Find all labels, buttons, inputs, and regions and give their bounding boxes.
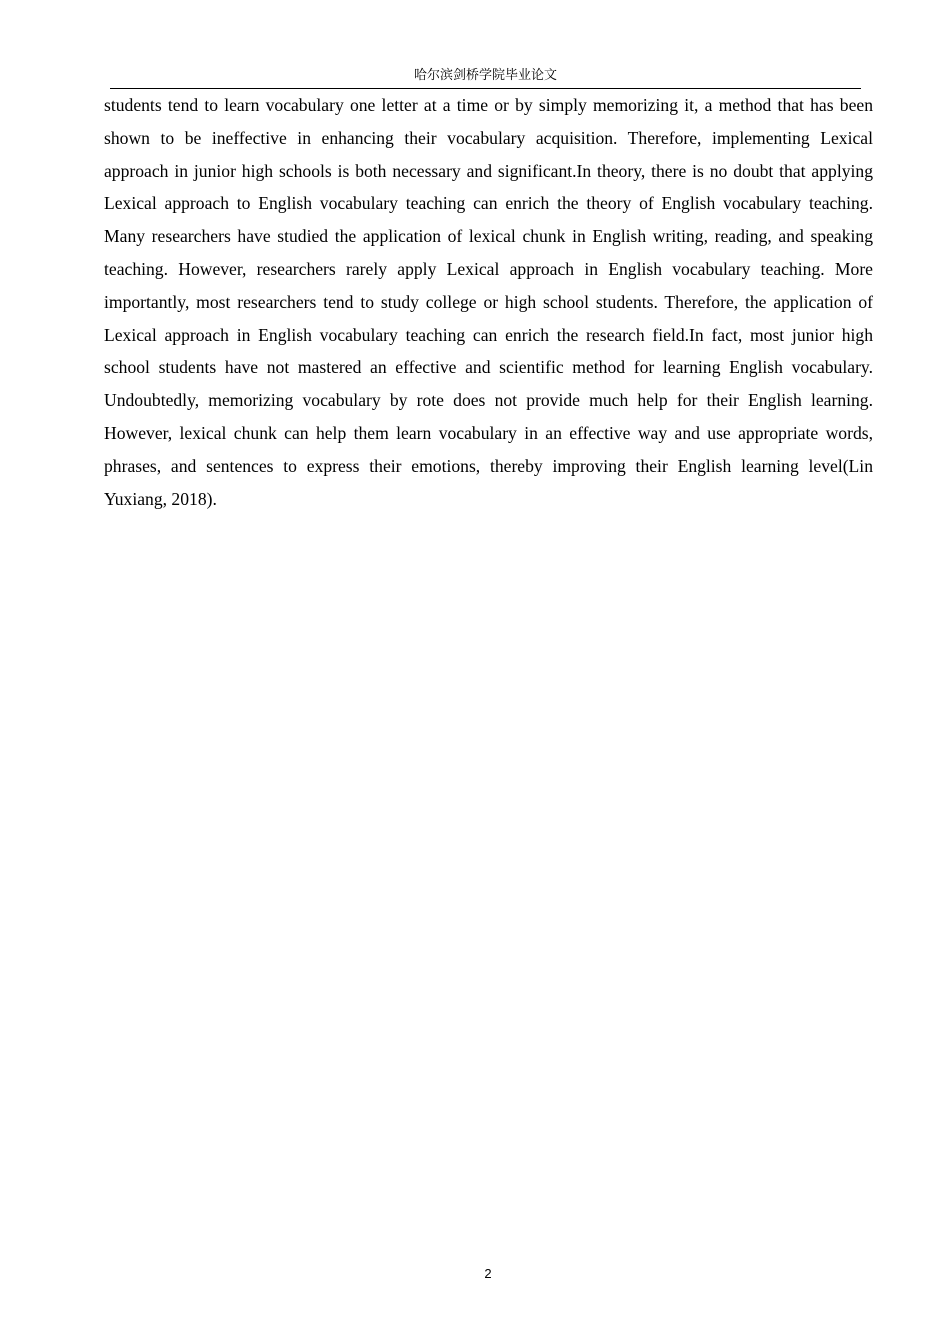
page-header [110,66,861,89]
header-title: 哈尔滨剑桥学院毕业论文 [413,68,557,83]
body-paragraph: students tend to learn vocabulary one letter at a time or by simply memorizing it, a method that has been shown to be ineffective in enhancing their vocabulary acquisition. Therefore, implementing Lexical approach in junior high schools is both necessary and significant.In theory, there is no doubt that applying Lexical approach to English vocabulary teaching can enrich the theory of English vocabulary teaching. Many researchers have studied the application of lexical chunk in English writing, reading, and speaking teaching. However, researchers rarely apply Lexical approach in English vocabulary teaching. More importantly, most researchers tend to study college or high school students. Therefore, the application of Lexical approach in English vocabulary teaching can enrich the research field.In fact, most junior high school students have not mastered an effective and scientific method for learning English vocabulary. Undoubtedly, memorizing vocabulary by rote does not provide much help for their English learning. However, lexical chunk can help them learn vocabulary in an effective way and use appropriate words, phrases, and sentences to express their emotions, thereby improving their English learning level(Lin Yuxiang, 2018). [104,95,873,509]
page-number: 2 [484,1266,492,1281]
